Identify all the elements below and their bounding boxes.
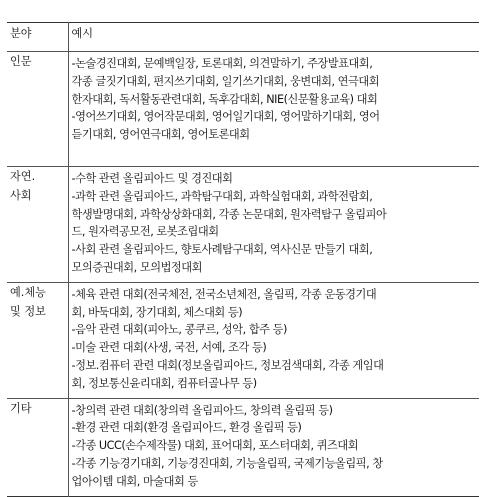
category-label: 기타 [10, 401, 32, 415]
table-row [7, 52, 479, 167]
category-cell [7, 52, 68, 167]
category-label: 자연. [10, 170, 36, 183]
category-cell [7, 398, 68, 496]
table-row [7, 398, 479, 496]
table-row [7, 282, 479, 398]
example-line: -미술 관련 대회(사생, 국전, 서예, 조각 등) [71, 341, 267, 355]
category-label: 사회 [10, 189, 32, 202]
category-cell [7, 167, 68, 283]
example-line: -환경 관련 대회(환경 올림피아드, 환경 올림픽 등) [71, 421, 302, 435]
example-line: -음악 관련 대회(피아노, 콩쿠르, 성악, 합주 등) [71, 323, 287, 337]
category-label: 예.체능 [10, 285, 46, 299]
example-line: 듣기대회, 영어연극대회, 영어토론대회 [71, 128, 250, 142]
example-line: 모의증권대회, 모의법정대회 [71, 260, 202, 274]
contest-table [7, 22, 479, 497]
examples-cell [68, 282, 479, 398]
example-line: -영어쓰기대회, 영어작문대회, 영어일기대회, 영어말하기대회, 영어 [71, 110, 380, 124]
example-line: -논술경진대회, 문예백일장, 토론대회, 의견말하기, 주장발표대회, [71, 57, 373, 70]
example-line: -과학 관련 올림피아드, 과학탐구대회, 과학실험대회, 과학전람회, [71, 189, 373, 203]
document-page [7, 22, 479, 497]
example-line: -체육 관련 대회(전국체전, 전국소년체전, 올림픽, 각종 운동경기대 [71, 287, 377, 301]
example-line: -창의력 관련 대회(창의력 올림피아드, 창의력 올림픽 등) [71, 403, 333, 417]
category-cell [7, 282, 68, 398]
example-line: 드, 원자력공모전, 로봇조립대회 [71, 225, 219, 239]
example-line: 한자대회, 독서활동관련대회, 독후감대회, NIE(신문활용교육) 대회 [71, 92, 378, 106]
examples-cell [68, 398, 479, 496]
example-line: -사회 관련 올림피아드, 향토사례탐구대회, 역사신문 만들기 대회, [71, 243, 373, 257]
example-line: 회, 정보통신윤리대회, 컴퓨터골나무 등) [71, 376, 257, 390]
example-line: -각종 기능경기대회, 기능경진대회, 기능올림픽, 국제기능올림픽, 창 [71, 456, 383, 470]
example-line: -각종 UCC(손수제작물) 대회, 표어대회, 포스터대회, 퀴즈대회 [71, 439, 359, 453]
table-row [7, 167, 479, 283]
example-line: 회, 바둑대회, 장기대회, 체스대회 등) [71, 305, 243, 319]
example-line: 업아이템 대회, 마술대회 등 [71, 474, 198, 488]
category-label: 및 정보 [10, 304, 46, 318]
table-header-row [7, 23, 479, 52]
example-line: -수학 관련 올림피아드 및 경진대회 [71, 172, 233, 185]
example-line: 각종 글짓기대회, 편지쓰기대회, 일기쓰기대회, 웅변대회, 연극대회 [71, 74, 380, 88]
category-label: 인문 [10, 55, 32, 68]
column-header-category: 분야 [7, 23, 68, 52]
column-header-examples: 예시 [68, 23, 479, 52]
example-line: -정보.컴퓨터 관련 대회(정보올림피아드, 정보검색대회, 각종 게임대 [71, 358, 384, 372]
examples-cell [68, 52, 479, 167]
example-line: 학생발명대회, 과학상상화대회, 각종 논문대회, 원자력탐구 올림피아 [71, 207, 387, 221]
examples-cell [68, 167, 479, 283]
